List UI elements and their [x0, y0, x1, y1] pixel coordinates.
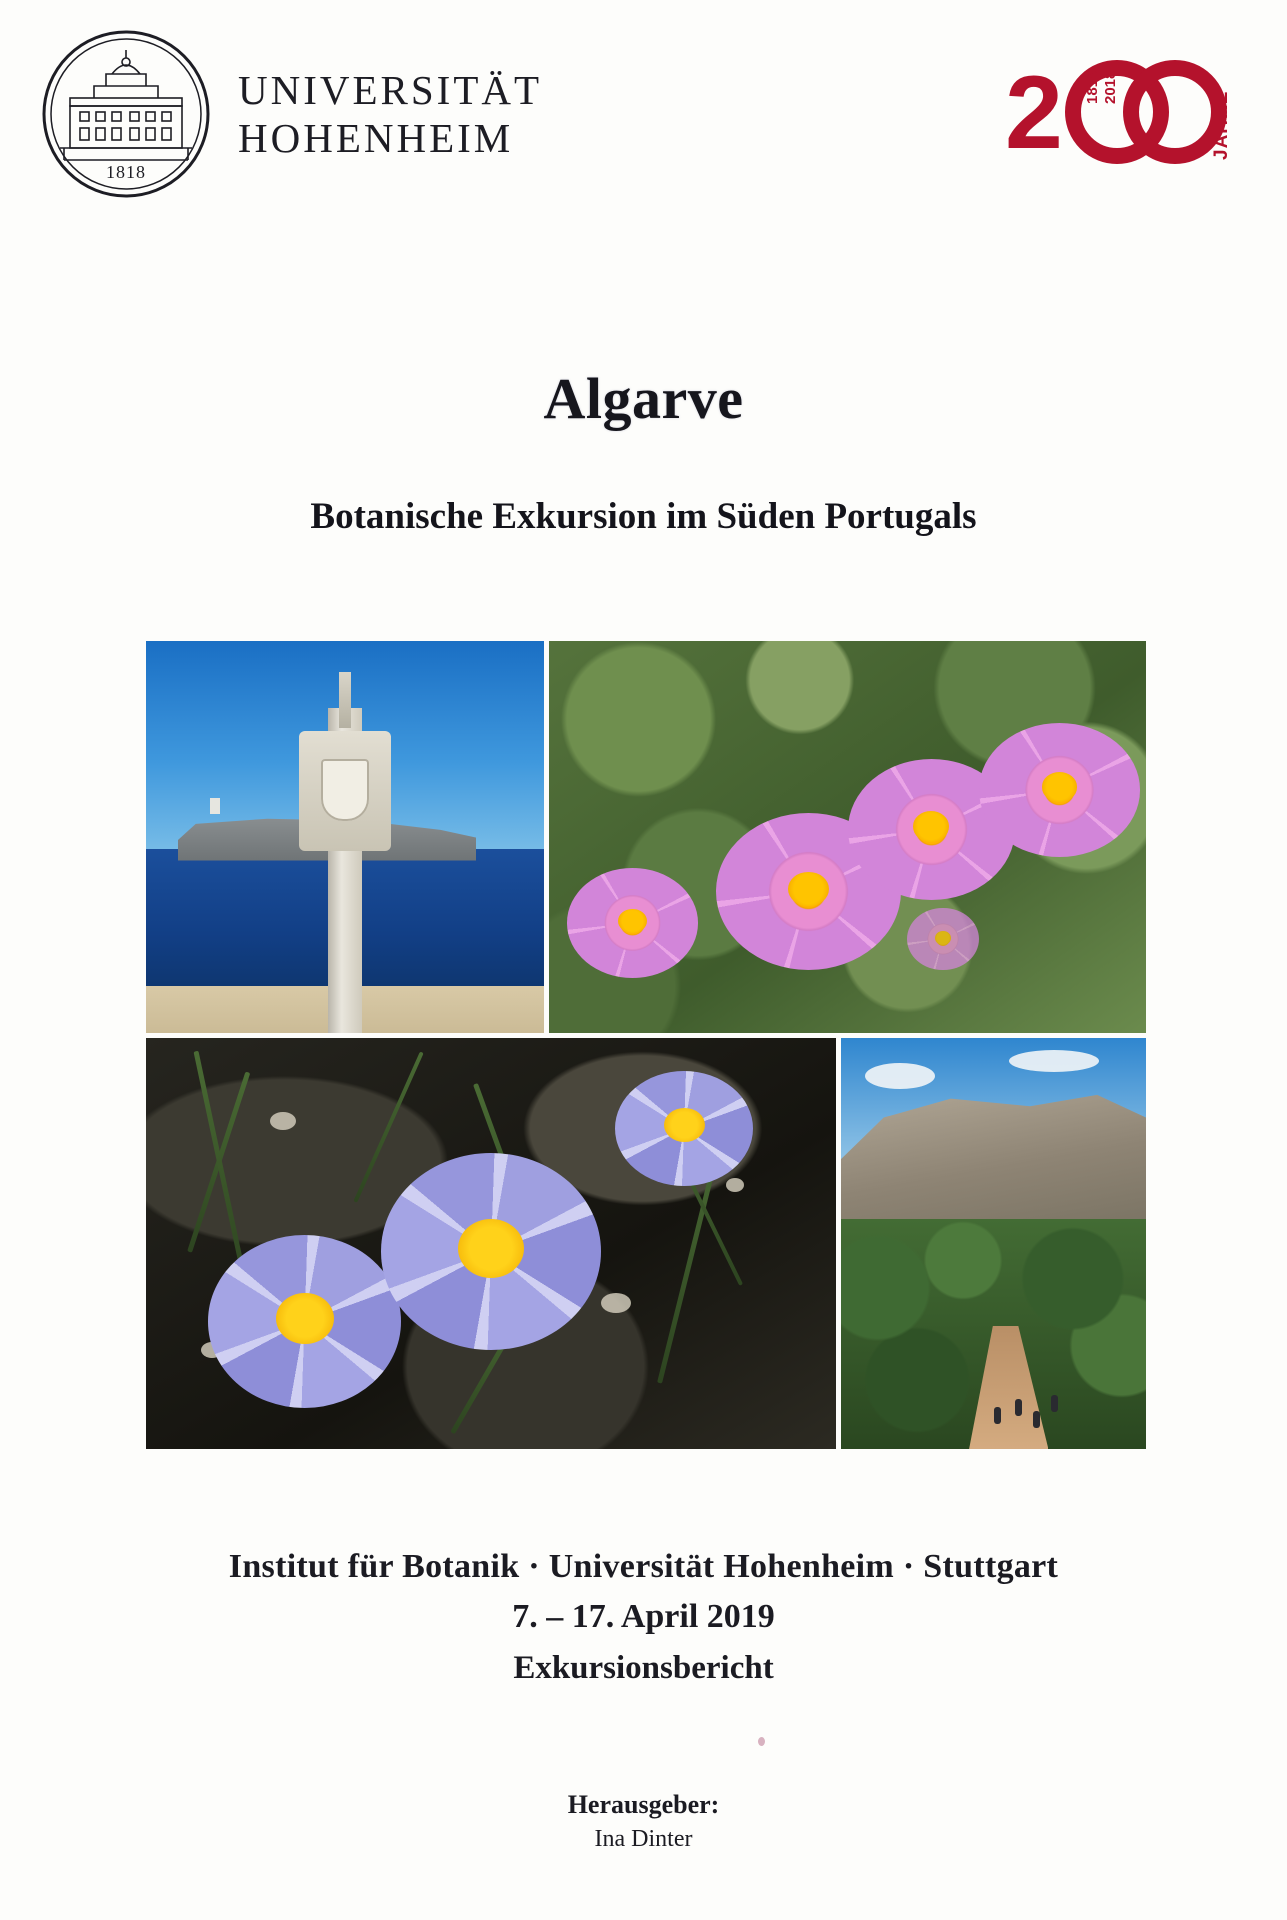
photo-cistus-flowers: [549, 641, 1146, 1033]
university-seal-icon: [40, 28, 212, 200]
editor-block: [0, 1790, 1287, 1853]
svg-text:1818: 1818: [106, 162, 146, 182]
report-line: Exkursionsbericht: [513, 1650, 774, 1686]
cover-photo-grid: [146, 641, 1146, 1449]
editor-label: Herausgeber:: [567, 1790, 720, 1819]
photo-romulea-flowers: [146, 1038, 836, 1449]
anniversary-logo-icon: [1005, 56, 1235, 166]
photo-cape-sagres-pillar: [146, 641, 544, 1033]
date-line: 7. – 17. April 2019: [512, 1598, 775, 1635]
page-subtitle: Botanische Exkursion im Süden Portugals: [310, 496, 977, 537]
institute-line: Institut für Botanik · Universität Hohenheim · Stuttgart: [228, 1548, 1059, 1585]
university-name: [238, 66, 542, 163]
svg-text:2018: 2018: [1102, 70, 1119, 104]
svg-text:2: 2: [1005, 56, 1063, 166]
university-logo: [40, 28, 542, 200]
svg-text:JAHRE: JAHRE: [1211, 90, 1232, 160]
university-name-line1: UNIVERSITÄT: [238, 66, 543, 113]
svg-text:1818: 1818: [1084, 70, 1101, 104]
university-name-line2: HOHENHEIM: [238, 115, 514, 161]
page-title: Algarve: [543, 366, 744, 431]
footer-text: [0, 1548, 1287, 1687]
scan-speck: [758, 1737, 765, 1746]
page-header: [0, 18, 1287, 218]
photo-limestone-gorge: [841, 1038, 1146, 1449]
editor-name: Ina Dinter: [594, 1826, 693, 1852]
